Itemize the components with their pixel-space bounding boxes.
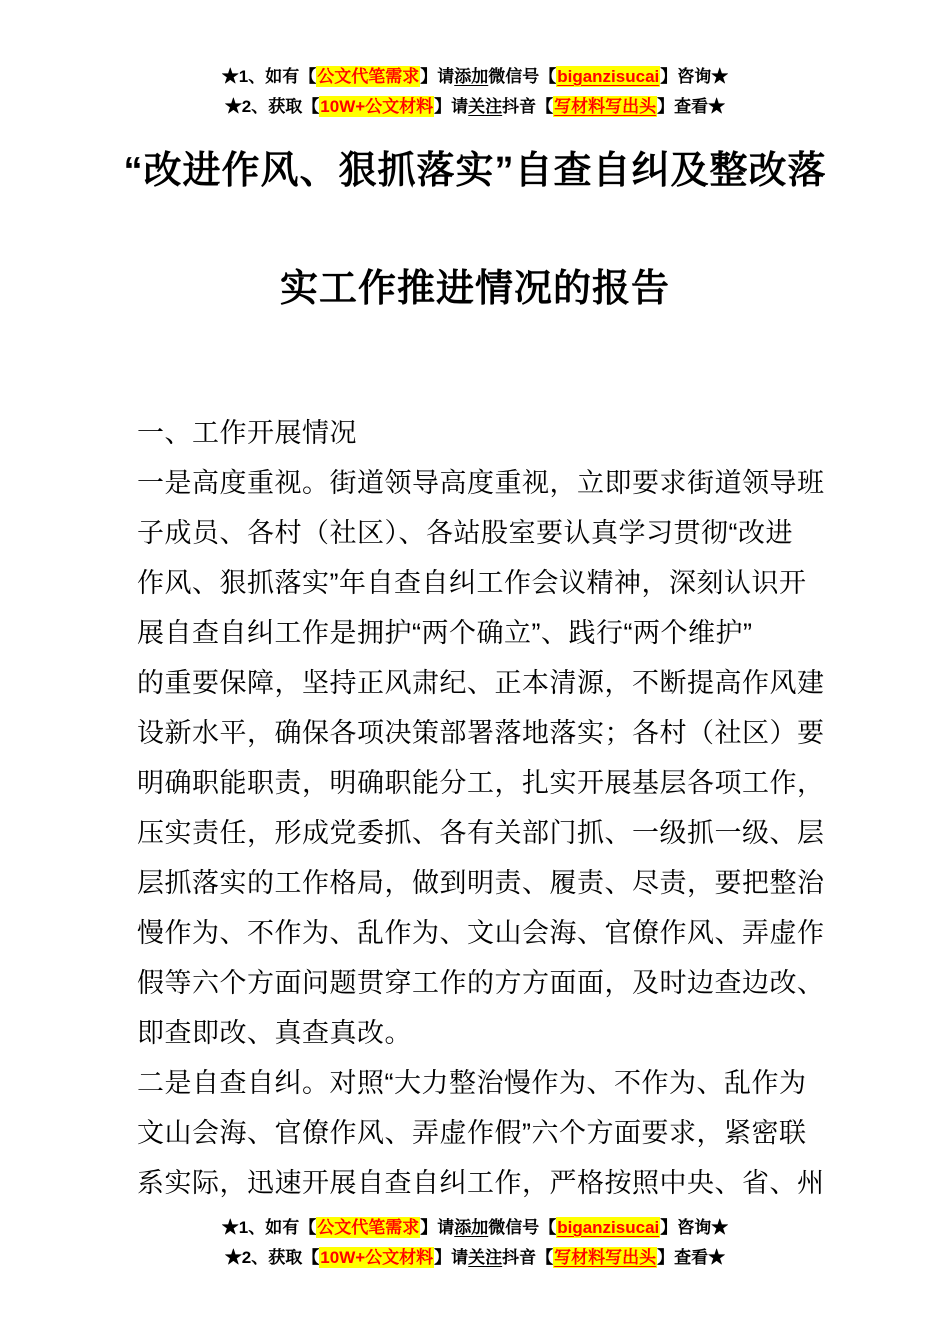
promo-segment-u: 关注 <box>468 1248 503 1267</box>
promo-segment-plain: 】咨询★ <box>660 1218 729 1237</box>
promo-segment-u: 添加 <box>454 1218 489 1237</box>
promo-segment-plain: ★1、如有【 <box>221 1218 317 1237</box>
promo-segment-u: 关注 <box>468 97 503 116</box>
body-line: 二是自查自纠。对照“大力整治慢作为、不作为、乱作为 <box>137 1068 807 1098</box>
body-line: 展自查自纠工作是拥护“两个确立”、践行“两个维护” <box>137 618 753 648</box>
body-line: 子成员、各村（社区）、各站股室要认真学习贯彻“改进 <box>137 518 793 548</box>
promo-segment-plain: 】请 <box>434 1248 469 1267</box>
body-line: 文山会海、官僚作风、弄虚作假”六个方面要求，紧密联 <box>137 1118 807 1148</box>
promo-segment-hl-u: biganzisucai <box>557 67 660 86</box>
promo-segment-plain: 】请 <box>420 67 455 86</box>
promo-segment-hl-u: biganzisucai <box>557 1218 660 1237</box>
promo-segment-plain: ★1、如有【 <box>221 67 317 86</box>
promo-segment-hl-u: 写材料写出头 <box>554 1248 657 1267</box>
body-line: 假等六个方面问题贯穿工作的方方面面，及时边查边改、 <box>137 968 825 998</box>
promo-segment-plain: 抖音【 <box>502 97 554 116</box>
body-line: 设新水平，确保各项决策部署落地落实；各村（社区）要 <box>137 718 825 748</box>
promo-segment-plain: 】请 <box>434 97 469 116</box>
promo-segment-hl: 10W+公文材料 <box>320 97 434 116</box>
body-line: 层抓落实的工作格局，做到明责、履责、尽责，要把整治 <box>137 868 825 898</box>
body-line: 一是高度重视。街道领导高度重视，立即要求街道领导班 <box>137 468 825 498</box>
body-line: 的重要保障，坚持正风肃纪、正本清源，不断提高作风建 <box>137 668 825 698</box>
body-line: 明确职能职责，明确职能分工，扎实开展基层各项工作， <box>137 768 825 798</box>
promo-segment-plain: 抖音【 <box>502 1248 554 1267</box>
promo-footer <box>0 1213 950 1273</box>
page-title-line-2: 实工作推进情况的报告 <box>279 268 670 310</box>
promo-segment-plain: 】请 <box>420 1218 455 1237</box>
document-body <box>137 408 837 1208</box>
body-line: 慢作为、不作为、乱作为、文山会海、官僚作风、弄虚作 <box>137 918 825 948</box>
promo-segment-hl: 公文代笔需求 <box>317 1218 420 1237</box>
body-line: 即查即改、真查真改。 <box>137 1018 412 1048</box>
promo-segment-plain: 】查看★ <box>657 97 726 116</box>
promo-segment-plain: ★2、获取【 <box>224 97 320 116</box>
promo-footer-line-1 <box>0 1213 950 1243</box>
promo-segment-hl: 10W+公文材料 <box>320 1248 434 1267</box>
page-title-line-1: “改进作风、狠抓落实”自查自纠及整改落 <box>123 150 827 192</box>
promo-segment-plain: 】咨询★ <box>660 67 729 86</box>
promo-segment-plain: 微信号【 <box>488 1218 557 1237</box>
body-line: 压实责任，形成党委抓、各有关部门抓、一级抓一级、层 <box>137 818 825 848</box>
promo-segment-plain: ★2、获取【 <box>224 1248 320 1267</box>
promo-segment-plain: 微信号【 <box>488 67 557 86</box>
body-line: 作风、狠抓落实”年自查自纠工作会议精神，深刻认识开 <box>137 568 807 598</box>
promo-segment-hl-u: 写材料写出头 <box>554 97 657 116</box>
promo-header-line-1 <box>0 62 950 92</box>
promo-segment-plain: 】查看★ <box>657 1248 726 1267</box>
promo-segment-u: 添加 <box>454 67 489 86</box>
promo-footer-line-2 <box>0 1243 950 1273</box>
page-title <box>0 112 950 348</box>
body-line: 系实际，迅速开展自查自纠工作，严格按照中央、省、州 <box>137 1168 825 1198</box>
promo-segment-hl: 公文代笔需求 <box>317 67 420 86</box>
body-line: 一、工作开展情况 <box>137 418 357 448</box>
